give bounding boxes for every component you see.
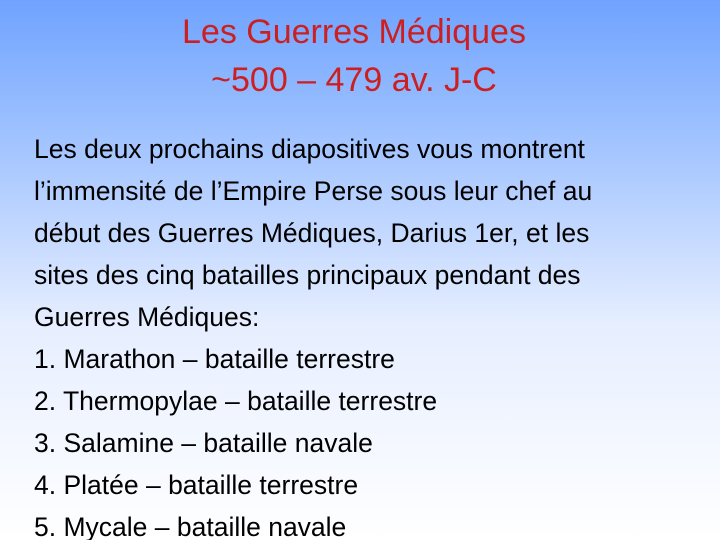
battle-list bbox=[34, 338, 714, 540]
slide-body bbox=[34, 128, 714, 540]
intro-line: Guerres Médiques: bbox=[34, 302, 260, 332]
battle-item-platee: 4. Platée – bataille terrestre bbox=[34, 470, 359, 500]
title-line-2: ~500 – 479 av. J-C bbox=[211, 61, 497, 99]
intro-line: sites des cinq batailles principaux pendant des bbox=[34, 260, 581, 290]
battle-item-mycale: 5. Mycale – bataille navale bbox=[34, 512, 347, 540]
intro-line: l’immensité de l’Empire Perse sous leur chef au bbox=[34, 176, 593, 206]
battle-item-salamine: 3. Salamine – bataille navale bbox=[34, 428, 373, 458]
title-line-1: Les Guerres Médiques bbox=[182, 13, 526, 51]
intro-line: Les deux prochains diapositives vous montrent bbox=[34, 134, 585, 164]
intro-line: début des Guerres Médiques, Darius 1er, et les bbox=[34, 218, 590, 248]
battle-item-thermopylae: 2. Thermopylae – bataille terrestre bbox=[34, 386, 438, 416]
intro-paragraph bbox=[34, 128, 714, 338]
slide-title bbox=[0, 8, 708, 104]
battle-item-marathon: 1. Marathon – bataille terrestre bbox=[34, 344, 395, 374]
